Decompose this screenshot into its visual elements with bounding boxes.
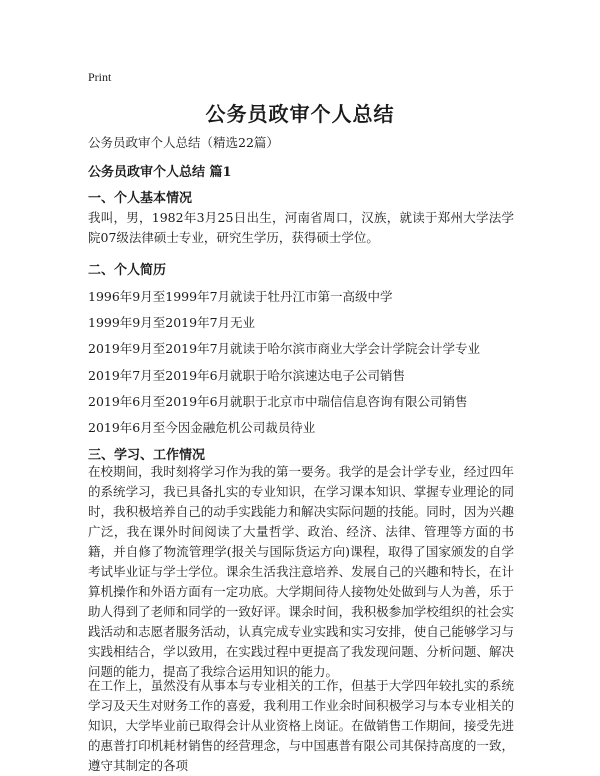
resume-item: 2019年6月至2019年6月就职于北京市中瑞信信息咨询有限公司销售: [88, 394, 468, 409]
resume-heading: 二、个人简历: [88, 263, 167, 278]
study-work-paragraph: 在工作上，虽然没有从事本与专业相关的工作，但基于大学四年较扎实的系统学习及天生对财务工作的喜爱，我利用工作业余时间积极学习与本专业相关的知识，大学毕业前已取得会计从业资格上岗证。在做销售工作期间，接受先进的惠普打印机耗材销售的经营理念，与中国惠普有限公司其保持高度的一致，遵守其制定的各项: [88, 678, 514, 773]
resume-item: 2019年6月至今因金融危机公司裁员待业: [88, 420, 316, 435]
resume-item: 2019年9月至2019年7月就读于哈尔滨市商业大学会计学院会计学专业: [88, 341, 481, 356]
resume-item: 1996年9月至1999年7月就读于牡丹江市第一高级中学: [88, 289, 393, 304]
document-subtitle: 公务员政审个人总结（精选22篇）: [88, 135, 279, 150]
section-heading: 公务员政审个人总结 篇1: [88, 165, 232, 180]
study-work-heading: 三、学习、工作情况: [88, 448, 206, 463]
basic-info-text: 我叫，男，1982年3月25日出生，河南省周口，汉族，就读于郑州大学法学院07级法律硕士专业，研究生学历，获得硕士学位。: [88, 210, 514, 245]
document-title: 公务员政审个人总结: [205, 102, 395, 126]
basic-info-heading: 一、个人基本情况: [88, 191, 193, 206]
print-label[interactable]: Print: [88, 70, 112, 84]
resume-item: 2019年7月至2019年6月就职于哈尔滨速达电子公司销售: [88, 368, 406, 383]
resume-item: 1999年9月至2019年7月无业: [88, 315, 256, 330]
study-work-paragraph: 在校期间，我时刻将学习作为我的第一要务。我学的是会计学专业，经过四年的系统学习，我已具备扎实的专业知识，在学习课本知识、掌握专业理论的同时，我积极培养自己的动手实践能力和解决实际问题的技能。同时，因为兴趣广泛，我在课外时间阅读了大量哲学、政治、经济、法律、管理等方面的书籍，并自修了物流管理学(报关与国际货运方向)课程，取得了国家颁发的自学考试毕业证与学士学位。课余生活我注意培养、发展自己的兴趣和特长，在计算机操作和外语方面有一定功底。大学期间待人接物处处做到与人为善，乐于助人得到了老师和同学的一致好评。课余时间，我积极参加学校组织的社会实践活动和志愿者服务活动，认真完成专业实践和实习安排，使自己能够学习与实践相结合，学以致用，在实践过程中更提高了我发现问题、分析问题、解决问题的能力，提高了我综合运用知识的能力。: [88, 464, 514, 679]
